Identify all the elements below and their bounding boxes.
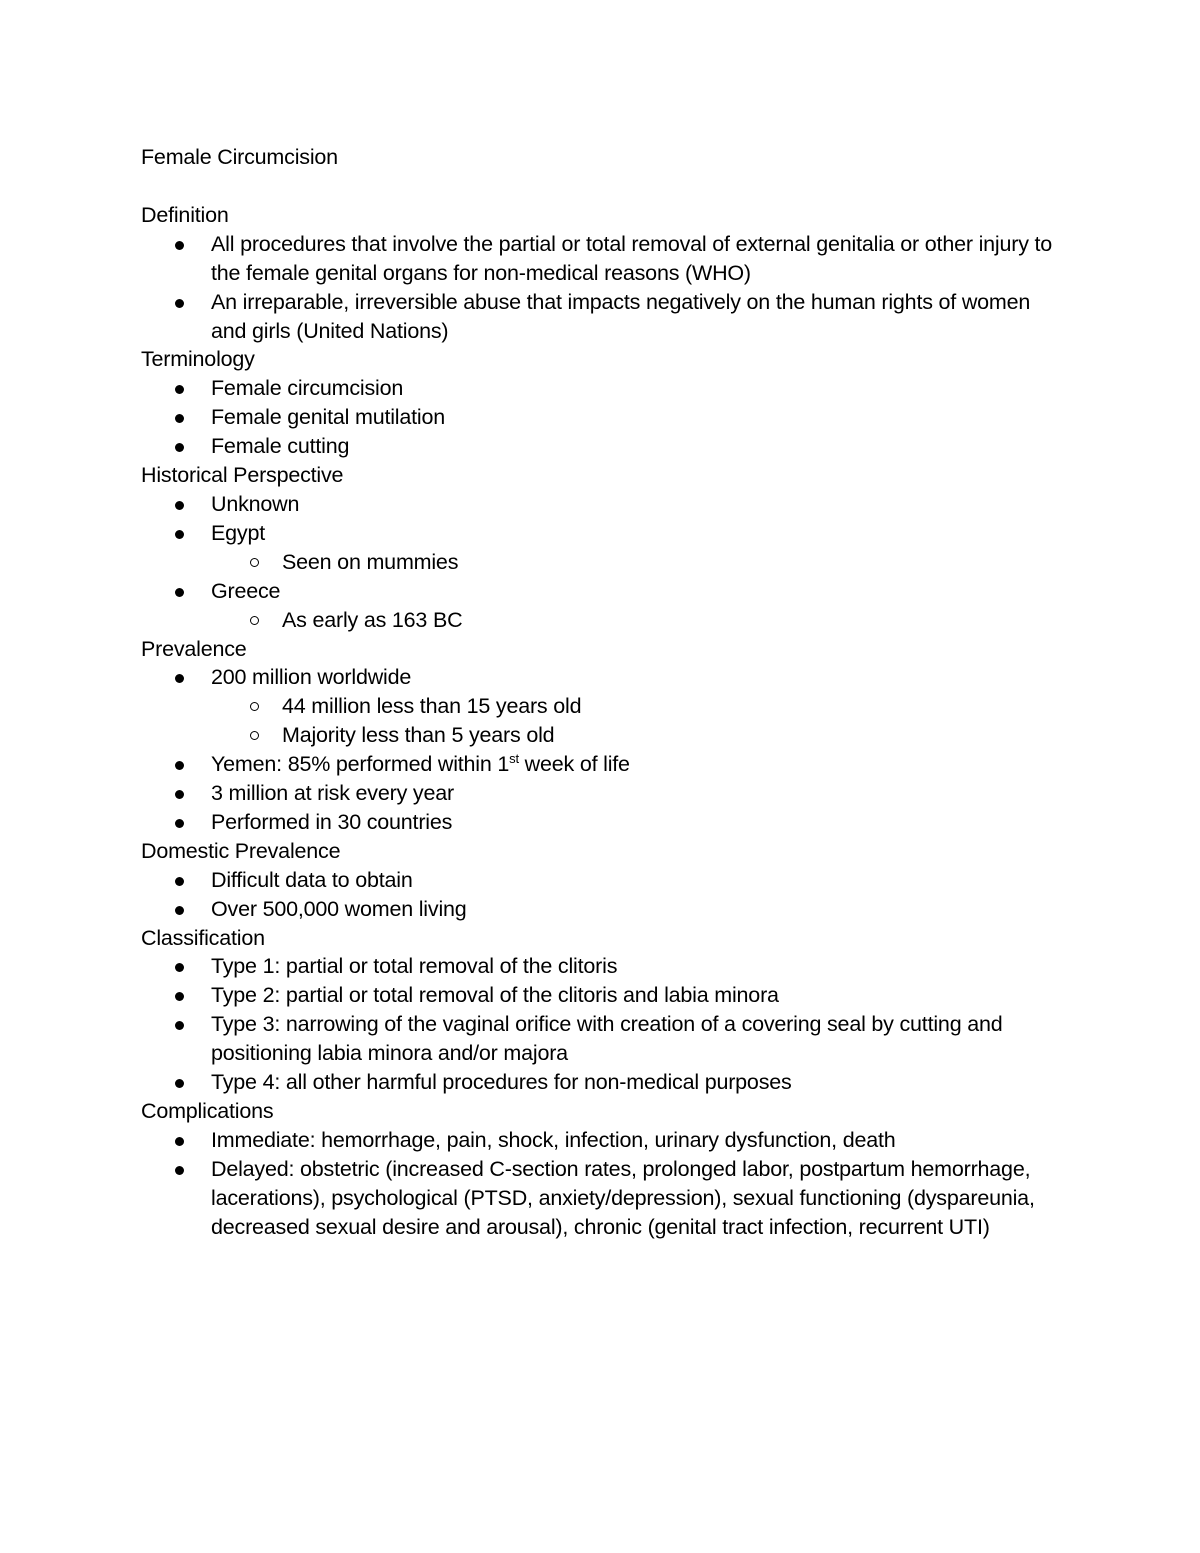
bullet-icon	[175, 790, 184, 799]
list-item	[141, 1155, 1071, 1242]
list-item	[141, 288, 1071, 346]
list-item-text: Type 2: partial or total removal of the clitoris and labia minora	[211, 983, 779, 1008]
list-item	[141, 577, 1071, 635]
list-item-text: Difficult data to obtain	[211, 867, 413, 892]
sub-list-item	[211, 721, 1071, 750]
list-item	[141, 866, 1071, 895]
sub-list-item	[211, 606, 1071, 635]
text-after-superscript: week of life	[518, 752, 630, 777]
sub-list-item	[211, 548, 1071, 577]
bullet-icon	[175, 992, 184, 1001]
list-item	[141, 808, 1071, 837]
hollow-bullet-icon	[250, 616, 259, 625]
list-item-text: Female cutting	[211, 434, 350, 459]
list-item-text: Female genital mutilation	[211, 405, 446, 430]
ordinal-superscript: st	[509, 751, 519, 767]
list-item	[141, 374, 1071, 403]
list-item	[141, 1126, 1071, 1155]
hollow-bullet-icon	[250, 731, 259, 740]
bullet-list	[141, 663, 1071, 836]
bullet-icon	[175, 299, 184, 308]
bullet-icon	[175, 906, 184, 915]
list-item-text: Immediate: hemorrhage, pain, shock, infection, urinary dysfunction, death	[211, 1127, 896, 1152]
list-item	[141, 1068, 1071, 1097]
sub-list-item-text: 44 million less than 15 years old	[282, 694, 582, 719]
bullet-list	[141, 1126, 1071, 1242]
sub-bullet-list	[211, 692, 1071, 750]
sub-bullet-list	[211, 548, 1071, 577]
bullet-list	[141, 490, 1071, 635]
document-body	[141, 143, 1071, 1242]
bullet-icon	[175, 819, 184, 828]
bullet-icon	[175, 1166, 184, 1175]
list-item	[141, 895, 1071, 924]
document-title: Female Circumcision	[141, 145, 338, 169]
list-item-text: 3 million at risk every year	[211, 781, 454, 806]
list-item-text: 200 million worldwide	[211, 665, 412, 690]
bullet-icon	[175, 1079, 184, 1088]
list-item	[141, 230, 1071, 288]
list-item-text: Greece	[211, 578, 281, 603]
bullet-icon	[175, 761, 184, 770]
bullet-icon	[175, 530, 184, 539]
list-item-text: All procedures that involve the partial or total removal of external genitalia or other injury to the female genital organs for non-medical reasons (WHO)	[211, 231, 1053, 285]
bullet-icon	[175, 1137, 184, 1146]
sub-bullet-list	[211, 606, 1071, 635]
list-item	[141, 1010, 1071, 1068]
section-heading: Classification	[141, 925, 265, 950]
section-historical-perspective	[141, 461, 1071, 634]
list-item	[141, 432, 1071, 461]
sub-list-item-text: Seen on mummies	[282, 549, 459, 574]
section-heading: Terminology	[141, 347, 255, 372]
list-item-text: Type 3: narrowing of the vaginal orifice with creation of a covering seal by cutting and positioning labia minora and/or majora	[211, 1012, 1003, 1066]
section-complications	[141, 1097, 1071, 1242]
section-definition	[141, 201, 1071, 346]
list-item	[141, 663, 1071, 750]
list-item-text: Performed in 30 countries	[211, 809, 453, 834]
list-item	[141, 779, 1071, 808]
list-item-text: An irreparable, irreversible abuse that impacts negatively on the human rights of women and girls (United Nations)	[211, 289, 1031, 343]
section-heading: Domestic Prevalence	[141, 838, 341, 863]
bullet-icon	[175, 241, 184, 250]
bullet-list	[141, 374, 1071, 461]
hollow-bullet-icon	[250, 702, 259, 711]
bullet-icon	[175, 1021, 184, 1030]
sub-list-item-text: Majority less than 5 years old	[282, 723, 555, 748]
list-item-text: Type 1: partial or total removal of the clitoris	[211, 954, 618, 979]
list-item	[141, 981, 1071, 1010]
sub-list-item-text: As early as 163 BC	[282, 607, 463, 632]
list-item	[141, 403, 1071, 432]
section-heading: Definition	[141, 202, 229, 227]
bullet-icon	[175, 385, 184, 394]
bullet-icon	[175, 501, 184, 510]
bullet-list	[141, 952, 1071, 1097]
section-domestic-prevalence	[141, 837, 1071, 924]
bullet-list	[141, 230, 1071, 346]
list-item	[141, 952, 1071, 981]
list-item	[141, 750, 1071, 779]
list-item-text: Egypt	[211, 520, 265, 545]
bullet-icon	[175, 443, 184, 452]
text-before-superscript: Yemen: 85% performed within 1	[211, 752, 510, 777]
bullet-list	[141, 866, 1071, 924]
section-heading: Historical Perspective	[141, 463, 344, 488]
list-item	[141, 519, 1071, 577]
section-prevalence	[141, 635, 1071, 837]
list-item-text: Over 500,000 women living	[211, 896, 467, 921]
list-item-text: Type 4: all other harmful procedures for non-medical purposes	[211, 1070, 792, 1095]
section-heading: Prevalence	[141, 636, 247, 661]
section-classification	[141, 924, 1071, 1097]
list-item	[141, 490, 1071, 519]
list-item-text: Delayed: obstetric (increased C-section rates, prolonged labor, postpartum hemorrhage, lacerations), psychological (PTSD, anxiety/depression), sexual functioning (dyspareunia, decreased sexual desire and arousal), chronic (genital tract infection, recurrent UTI)	[211, 1156, 1035, 1239]
bullet-icon	[175, 414, 184, 423]
sub-list-item	[211, 692, 1071, 721]
section-heading: Complications	[141, 1099, 274, 1123]
list-item-text	[211, 752, 630, 776]
section-terminology	[141, 345, 1071, 461]
bullet-icon	[175, 674, 184, 683]
list-item-text: Unknown	[211, 491, 300, 516]
hollow-bullet-icon	[250, 558, 259, 567]
bullet-icon	[175, 588, 184, 597]
list-item-text: Female circumcision	[211, 376, 404, 401]
bullet-icon	[175, 963, 184, 972]
bullet-icon	[175, 877, 184, 886]
